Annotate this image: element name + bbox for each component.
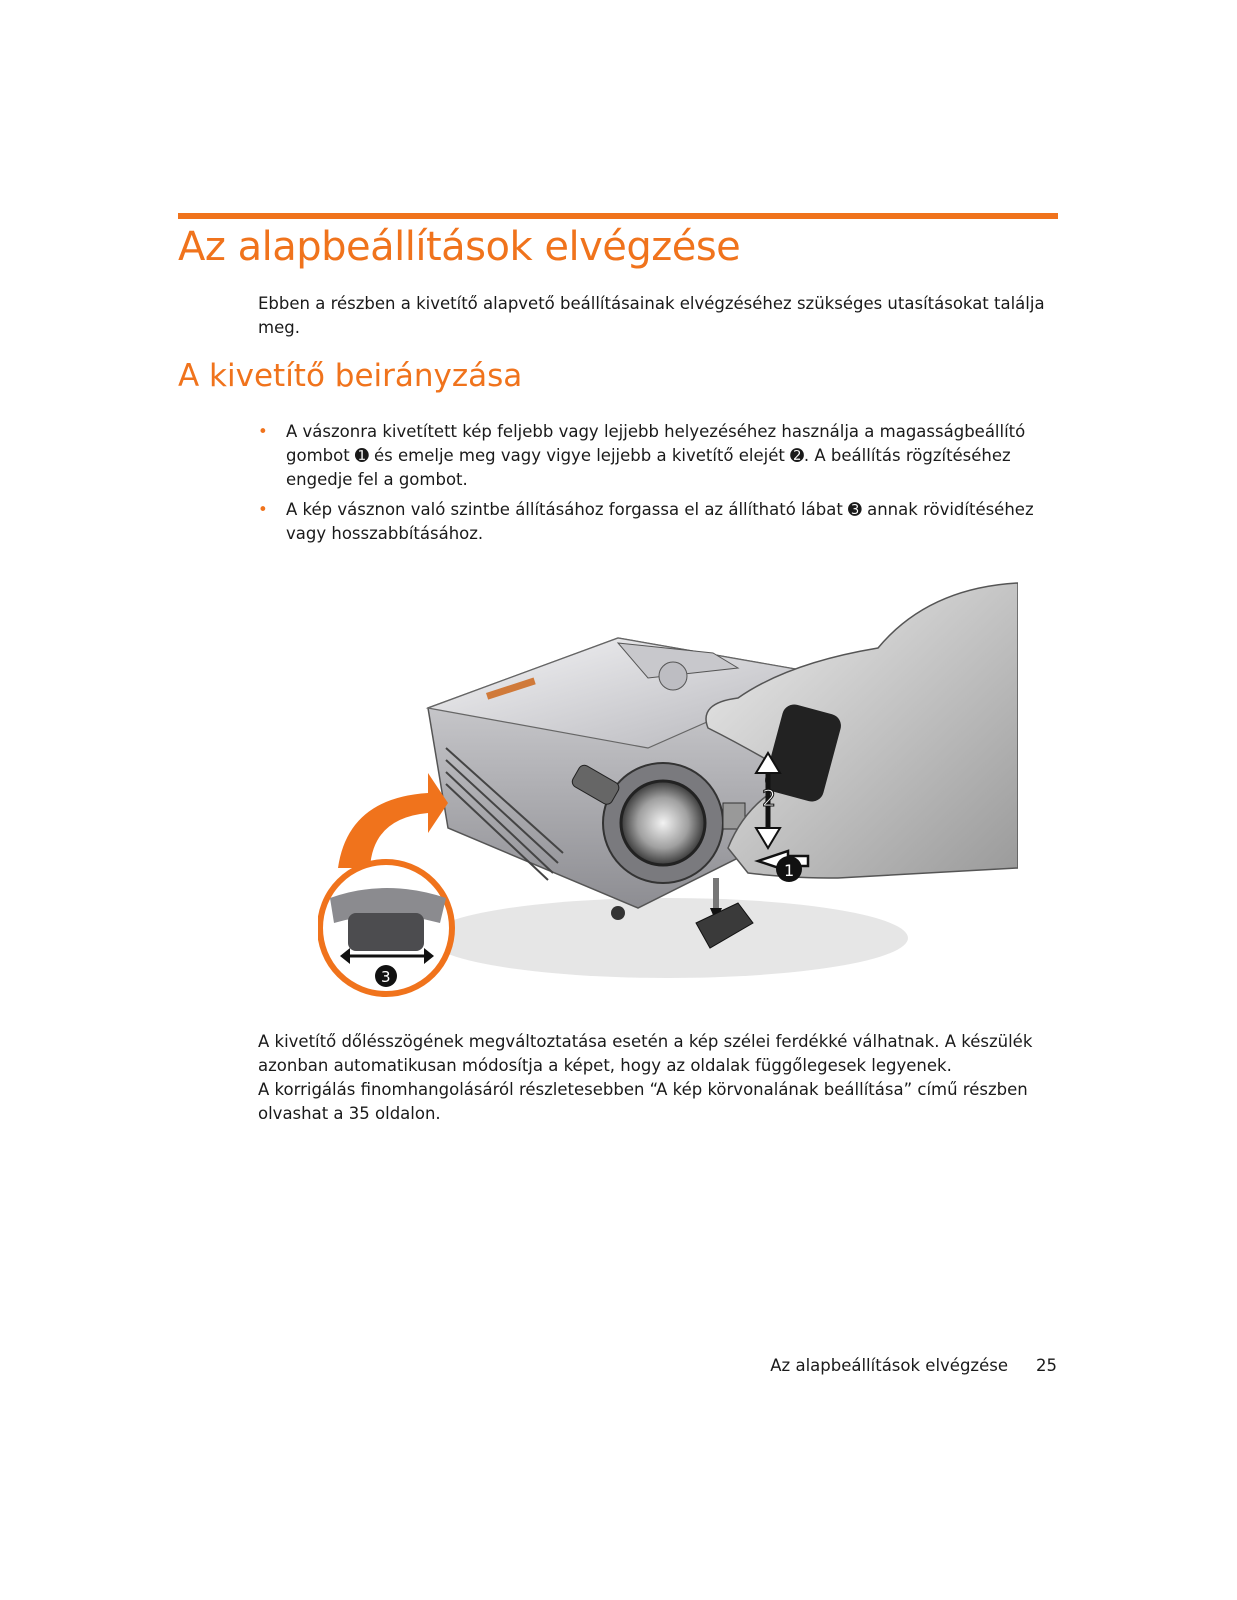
hand-illustration <box>706 583 1018 878</box>
list-item-text: A kép vásznon való szintbe állításához forgassa el az állítható lábat ➌ annak rövidítéséhez vagy hosszabbításához. <box>286 500 1034 543</box>
bullet-icon: • <box>258 422 268 441</box>
foot-closeup <box>320 862 452 994</box>
callout-1: 1 <box>784 861 795 880</box>
bullet-icon: • <box>258 500 268 519</box>
callout-3: 3 <box>381 968 391 986</box>
heading-rule <box>178 213 1058 219</box>
list-item <box>258 420 1058 492</box>
page-number: 25 <box>1036 1356 1057 1375</box>
footer-section: Az alapbeállítások elvégzése <box>770 1356 1008 1375</box>
page-footer <box>770 1356 1057 1375</box>
outro-line: A kivetítő dőlésszögének megváltoztatása esetén a kép szélei ferdékké válhatnak. A készülék azonban automatikusan módosítja a képet, hogy az oldalak függőlegesek legyenek. <box>258 1032 1033 1075</box>
rotate-arrow-icon <box>338 773 448 868</box>
callout-2: 2 <box>762 787 776 812</box>
outro-line: A korrigálás finomhangolásáról részletesebben “A kép körvonalának beállítása” című részben olvashat a 35 oldalon. <box>258 1080 1028 1123</box>
instruction-list <box>258 420 1058 552</box>
outro-paragraph <box>258 1030 1058 1126</box>
page-title: Az alapbeállítások elvégzése <box>178 224 741 270</box>
floor-shadow <box>428 898 908 978</box>
projector-figure <box>318 578 1018 998</box>
list-item <box>258 498 1058 546</box>
list-item-text: A vászonra kivetített kép feljebb vagy lejjebb helyezéséhez használja a magasságbeállító gombot ➊ és emelje meg vagy vigye lejjebb a kivetítő elejét ➋. A beállítás rögzítéséhez engedje fel a gombot. <box>286 422 1026 489</box>
intro-paragraph: Ebben a részben a kivetítő alapvető beállításainak elvégzéséhez szükséges utasításokat találja meg. <box>258 294 1045 337</box>
section-title: A kivetítő beirányzása <box>178 358 523 394</box>
